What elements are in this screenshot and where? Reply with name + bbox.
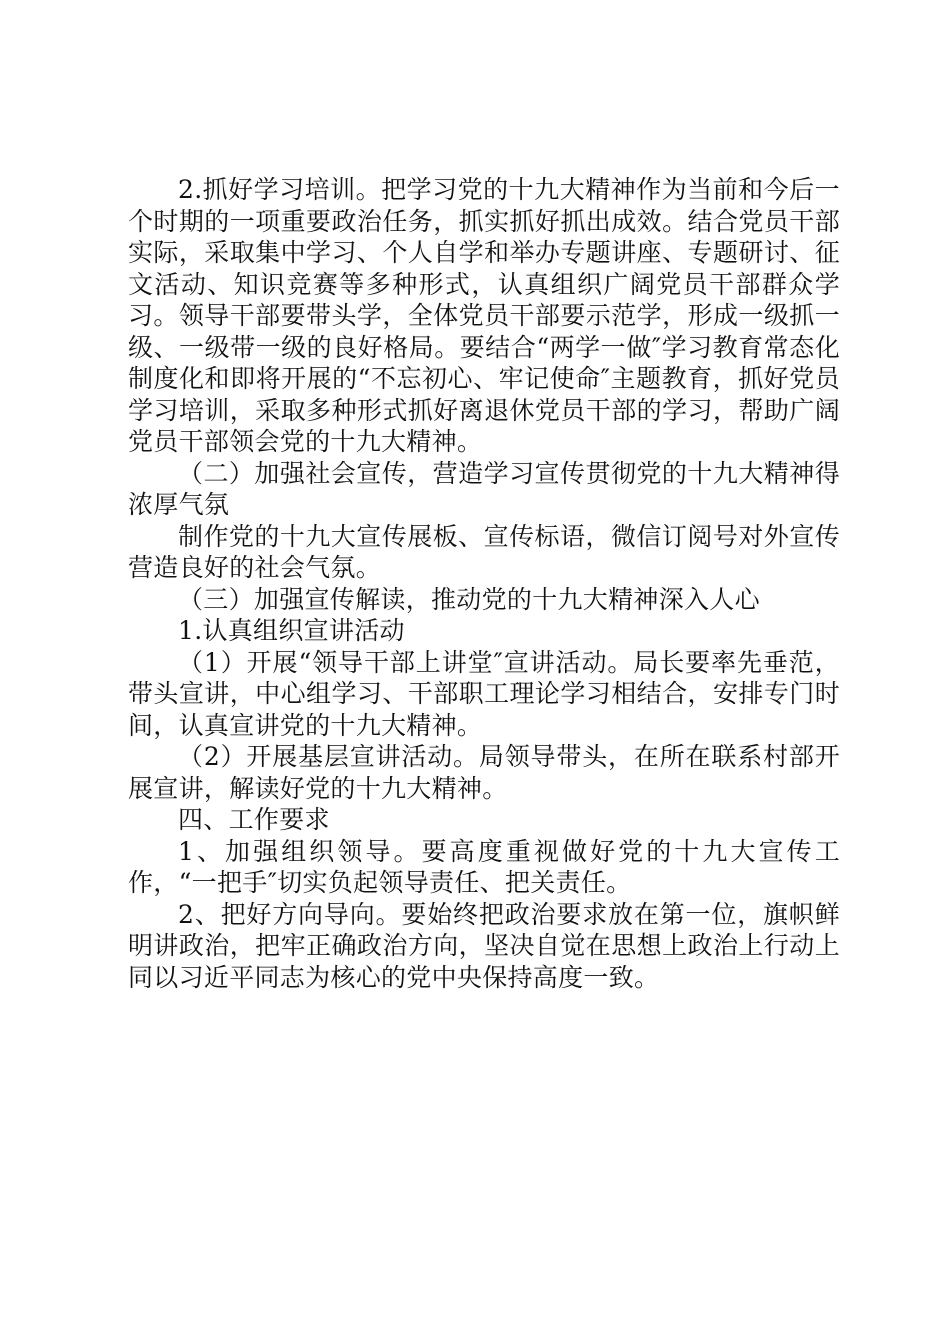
heading-publicity-interpretation: （三）加强宣传解读，推动党的十九大精神深入人心 — [178, 584, 760, 614]
paragraph-publicity-boards: 制作党的十九大宣传展板、宣传标语，微信订阅号对外宣传营造良好的社会气氛。 — [128, 521, 840, 582]
heading-social-publicity: （二）加强社会宣传，营造学习宣传贯彻党的十九大精神得浓厚气氛 — [128, 458, 840, 519]
subheading-lecture-activities: 1.认真组织宣讲活动 — [178, 616, 405, 645]
document-body — [128, 174, 840, 993]
heading-work-requirements: 四、工作要求 — [178, 805, 330, 834]
paragraph-organizational-leadership: 1、加强组织领导。要高度重视做好党的十九大宣传工作，“一把手″切实负起领导责任、把关责任。 — [128, 836, 840, 897]
paragraph-study-training: 2.抓好学习培训。把学习党的十九大精神作为当前和今后一个时期的一项重要政治任务，抓实抓好抓出成效。结合党员干部实际，采取集中学习、个人自学和举办专题讲座、专题研讨、征文活动、知识竞赛等多种形式，认真组织广阔党员干部群众学习。领导干部要带头学，全体党员干部要示范学，形成一级抓一级、一级带一级的良好格局。要结合“两学一做″学习教育常态化制度化和即将开展的“不忘初心、牢记使命″主题教育，抓好党员学习培训，采取多种形式抓好离退休党员干部的学习，帮助广阔党员干部领会党的十九大精神。 — [128, 175, 840, 456]
paragraph-direction-guidance: 2、把好方向导向。要始终把政治要求放在第一位，旗帜鲜明讲政治，把牢正确政治方向，坚决自觉在思想上政治上行动上同以习近平同志为核心的党中央保持高度一致。 — [128, 899, 840, 992]
paragraph-grassroots-lectures: （2）开展基层宣讲活动。局领导带头，在所在联系村部开展宣讲，解读好党的十九大精神。 — [128, 742, 840, 803]
paragraph-leader-lectures: （1）开展“领导干部上讲堂″宣讲活动。局长要率先垂范，带头宣讲，中心组学习、干部职工理论学习相结合，安排专门时间，认真宣讲党的十九大精神。 — [128, 647, 840, 740]
